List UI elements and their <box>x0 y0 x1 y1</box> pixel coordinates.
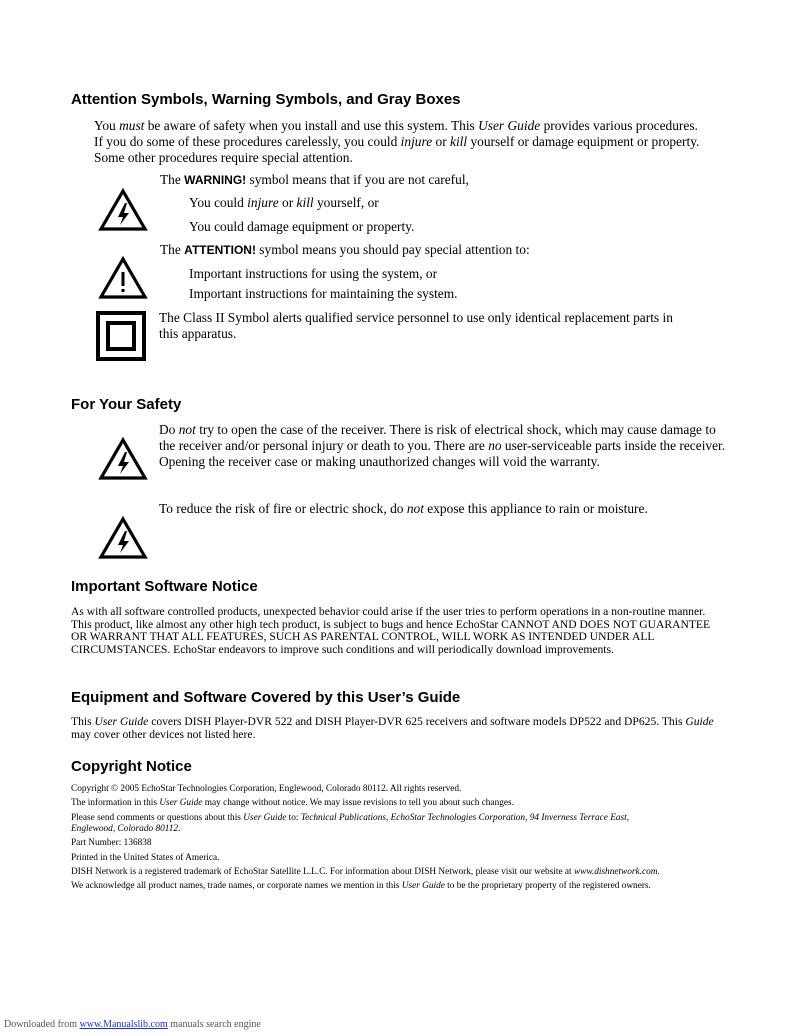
revision-line: The information in this User Guide may change without notice. We may issue revisions to tell you about such changes. <box>71 798 514 808</box>
warning-shock-icon <box>98 188 148 232</box>
comments-line: Please send comments or questions about this User Guide to: Technical Publications, EchoStar Technologies Corporation, 94 Inverness Terrace East, <box>71 813 630 823</box>
shock-hazard-icon <box>98 437 148 481</box>
warning-item-injure: You could injure or kill yourself, or <box>189 195 379 210</box>
attention-heading: Attention Symbols, Warning Symbols, and Gray Boxes <box>71 91 461 108</box>
software-notice-body: As with all software controlled products, unexpected behavior could arise if the user tries to perform operations in a non-routine manner. This product, like almost any other high tech product, is subject to bugs and hence EchoStar CANNOT AND DOES NOT GUARANTEE OR WARRANT THAT ALL FEATURES, SUCH AS PARENTAL CONTROL, WILL WORK AS INTENDED UNDER ALL CIRCUMSTANCES. EchoStar endeavors to improve such conditions and will periodically download improvements. <box>71 605 711 656</box>
trademark-line: DISH Network is a registered trademark of EchoStar Satellite L.L.C. For information about DISH Network, please visit our website at www.dishnetwork.com. <box>71 867 660 877</box>
attention-item-maintaining: Important instructions for maintaining the system. <box>189 286 458 301</box>
copyright-heading: Copyright Notice <box>71 758 192 775</box>
equipment-body: This User Guide covers DISH Player-DVR 522 and DISH Player-DVR 625 receivers and software models DP522 and DP625. This Guide may cover other devices not listed here. <box>71 715 714 741</box>
class-ii-desc: The Class II Symbol alerts qualified service personnel to use only identical replacement parts in this apparatus. <box>159 310 673 341</box>
comments-line-cont: Englewood, Colorado 80112. <box>71 824 181 834</box>
attention-desc: The ATTENTION! symbol means you should pay special attention to: <box>160 242 530 257</box>
acknowledge-line: We acknowledge all product names, trade names, or corporate names we mention in this User Guide to be the proprietary property of the registered owners. <box>71 881 651 891</box>
safety-moisture-warning: To reduce the risk of fire or electric shock, do not expose this appliance to rain or moisture. <box>159 501 648 516</box>
safety-heading: For Your Safety <box>71 396 182 413</box>
class-ii-symbol-icon <box>96 311 146 361</box>
attention-item-using: Important instructions for using the system, or <box>189 266 438 281</box>
download-footer: Downloaded from www.Manualslib.com manuals search engine <box>4 1019 261 1030</box>
software-heading: Important Software Notice <box>71 578 258 595</box>
attention-exclamation-icon <box>98 256 148 300</box>
attention-intro: You must be aware of safety when you install and use this system. This User Guide provides various procedures. If you do some of these procedures carelessly, you could injure or kill yourself or damage equipment or property. Some other procedures require special attention. <box>94 118 700 165</box>
manualslib-link[interactable]: www.Manualslib.com <box>79 1019 168 1030</box>
warning-desc: The WARNING! symbol means that if you are not careful, <box>160 172 469 187</box>
warning-item-damage: You could damage equipment or property. <box>189 219 415 234</box>
copyright-line: Copyright © 2005 EchoStar Technologies Corporation, Englewood, Colorado 80112. All rights reserved. <box>71 784 462 794</box>
printed-in: Printed in the United States of America. <box>71 853 220 863</box>
part-number: Part Number: 136838 <box>71 838 152 848</box>
equipment-heading: Equipment and Software Covered by this User’s Guide <box>71 689 461 706</box>
shock-hazard-icon <box>98 516 148 560</box>
safety-case-warning: Do not try to open the case of the receiver. There is risk of electrical shock, which may cause damage to the receiver and/or personal injury or death to you. There are no user-serviceable parts inside the receiver. Opening the receiver case or making unauthorized changes will void the warranty. <box>159 422 726 469</box>
